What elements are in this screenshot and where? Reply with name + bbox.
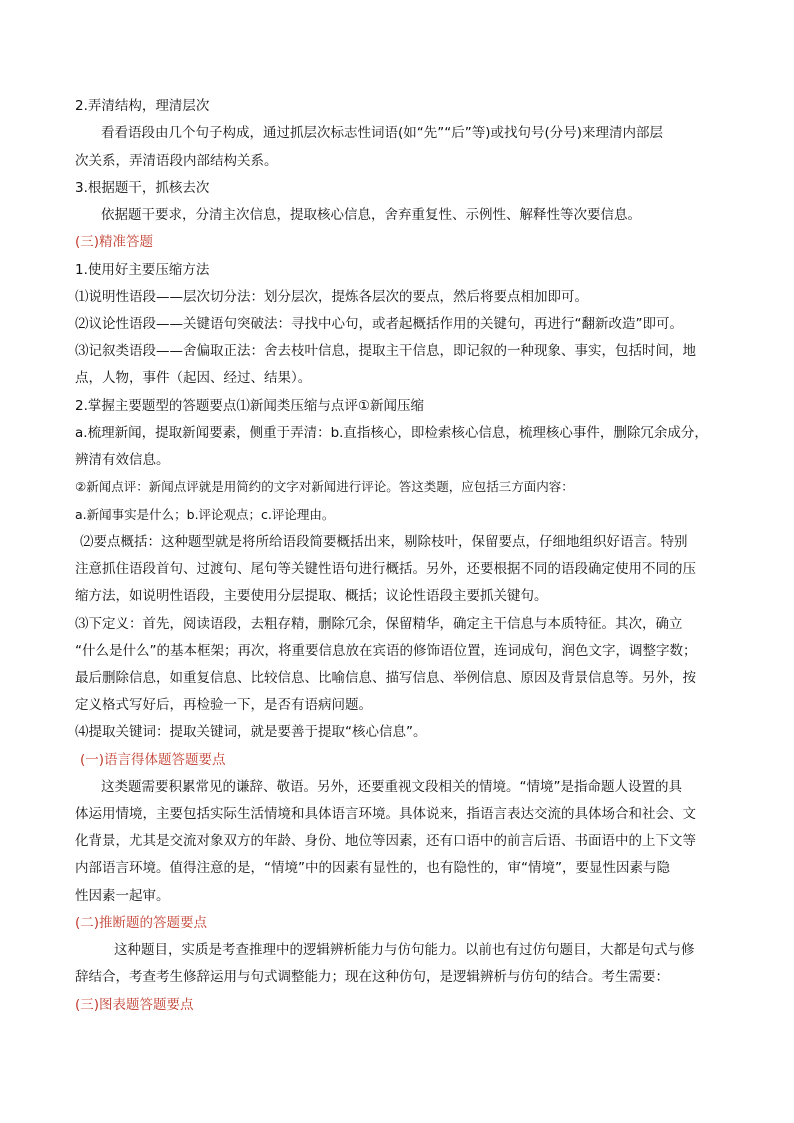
paragraph-line: 辨清有效信息。: [75, 452, 170, 468]
paragraph-line: 依据题干要求，分清主次信息，提取核心信息，舍弃重复性、示例性、解释性等次要信息。: [101, 207, 641, 223]
paragraph-line: 定义格式写好后，再检验一下，是否有语病问题。: [75, 697, 372, 713]
list-item: ⑴说明性语段——层次切分法：划分层次，提炼各层次的要点，然后将要点相加即可。: [75, 289, 588, 305]
red-section-heading: (三)图表题答题要点: [75, 997, 194, 1013]
paragraph-line: 辞结合，考查考生修辞运用与句式调整能力；现在这种仿句，是逻辑辨析与仿句的结合。考生需要：: [75, 969, 669, 985]
section-heading: 1.使用好主要压缩方法: [75, 262, 210, 278]
red-section-heading: (一)语言得体题答题要点: [80, 752, 226, 768]
paragraph-line: “什么是什么”的基本框架；再次，将重要信息放在宾语的修饰语位置，连词成句，润色文字，调整字数；: [75, 643, 697, 659]
list-item: ⑶下定义：首先，阅读语段，去粗存精，删除冗余，保留精华，确定主干信息与本质特征。其次，确立: [75, 616, 683, 632]
list-item: ⑵要点概括：这种题型就是将所给语段简要概括出来，剔除枝叶，保留要点，仔细地组织好语言。特别: [80, 534, 688, 550]
paragraph-line: 化背景，尤其是交流对象双方的年龄、身份、地位等因素，还有口语中的前言后语、书面语中的上下文等: [75, 833, 696, 849]
paragraph-line: 点，人物，事件（起因、经过、结果）。: [75, 370, 312, 386]
paragraph-line: 注意抓住语段首句、过渡句、尾句等关键性语句进行概括。另外，还要根据不同的语段确定使用不同的压: [75, 561, 696, 577]
paragraph-line: a.梳理新闻，提取新闻要素，侧重于弄清：b.直指核心，即检索核心信息，梳理核心事件，删除冗余成分，: [75, 425, 708, 441]
paragraph-line: 这种题目，实质是考查推理中的逻辑辨析能力与仿句能力。以前也有过仿句题目，大都是句式与修: [114, 942, 695, 958]
list-item: ⑷提取关键词：提取关键词，就是要善于提取“核心信息”。: [75, 724, 427, 740]
red-section-heading: (二)推断题的答题要点: [75, 915, 208, 931]
paragraph-line: 性因素一起审。: [75, 888, 170, 904]
list-item: ⑶记叙类语段——舍偏取正法：舍去枝叶信息，提取主干信息，即记叙的一种现象、事实，包括时间，地: [75, 343, 696, 359]
paragraph-line: 这类题需要积累常见的谦辞、敬语。另外，还要重视文段相关的情境。“情境”是指命题人设置的具: [101, 779, 682, 795]
paragraph-line: 最后删除信息，如重复信息、比较信息、比喻信息、描写信息、举例信息、原因及背景信息等。另外，按: [75, 670, 696, 686]
paragraph-line: 内部语言环境。值得注意的是，“情境”中的因素有显性的，也有隐性的，审“情境”，要显性因素与隐: [75, 860, 670, 876]
section-heading: 2.弄清结构，理清层次: [75, 98, 210, 114]
paragraph-line: 次关系，弄清语段内部结构关系。: [75, 153, 278, 169]
section-heading: 3.根据题干，抓核去次: [75, 180, 210, 196]
section-heading: 2.掌握主要题型的答题要点⑴新闻类压缩与点评①新闻压缩: [75, 398, 424, 414]
paragraph-line: 看看语段由几个句子构成，通过抓层次标志性词语(如“先”“后”等)或找句号(分号)来理清内部层: [101, 125, 664, 141]
list-item: ⑵议论性语段——关键语句突破法：寻找中心句，或者起概括作用的关键句，再进行“翻新改造”即可。: [75, 316, 683, 332]
paragraph-line: 缩方法，如说明性语段，主要使用分层提取、概括；议论性语段主要抓关键句。: [75, 588, 548, 604]
paragraph-line: a.新闻事实是什么；b.评论观点；c.评论理由。: [75, 507, 335, 522]
paragraph-line: 体运用情境，主要包括实际生活情境和具体语言环境。具体说来，指语言表达交流的具体场合和社会、文: [75, 806, 696, 822]
red-section-heading: (三)精准答题: [75, 234, 154, 250]
paragraph-line: ②新闻点评：新闻点评就是用简约的文字对新闻进行评论。答这类题，应包括三方面内容：: [75, 479, 574, 494]
